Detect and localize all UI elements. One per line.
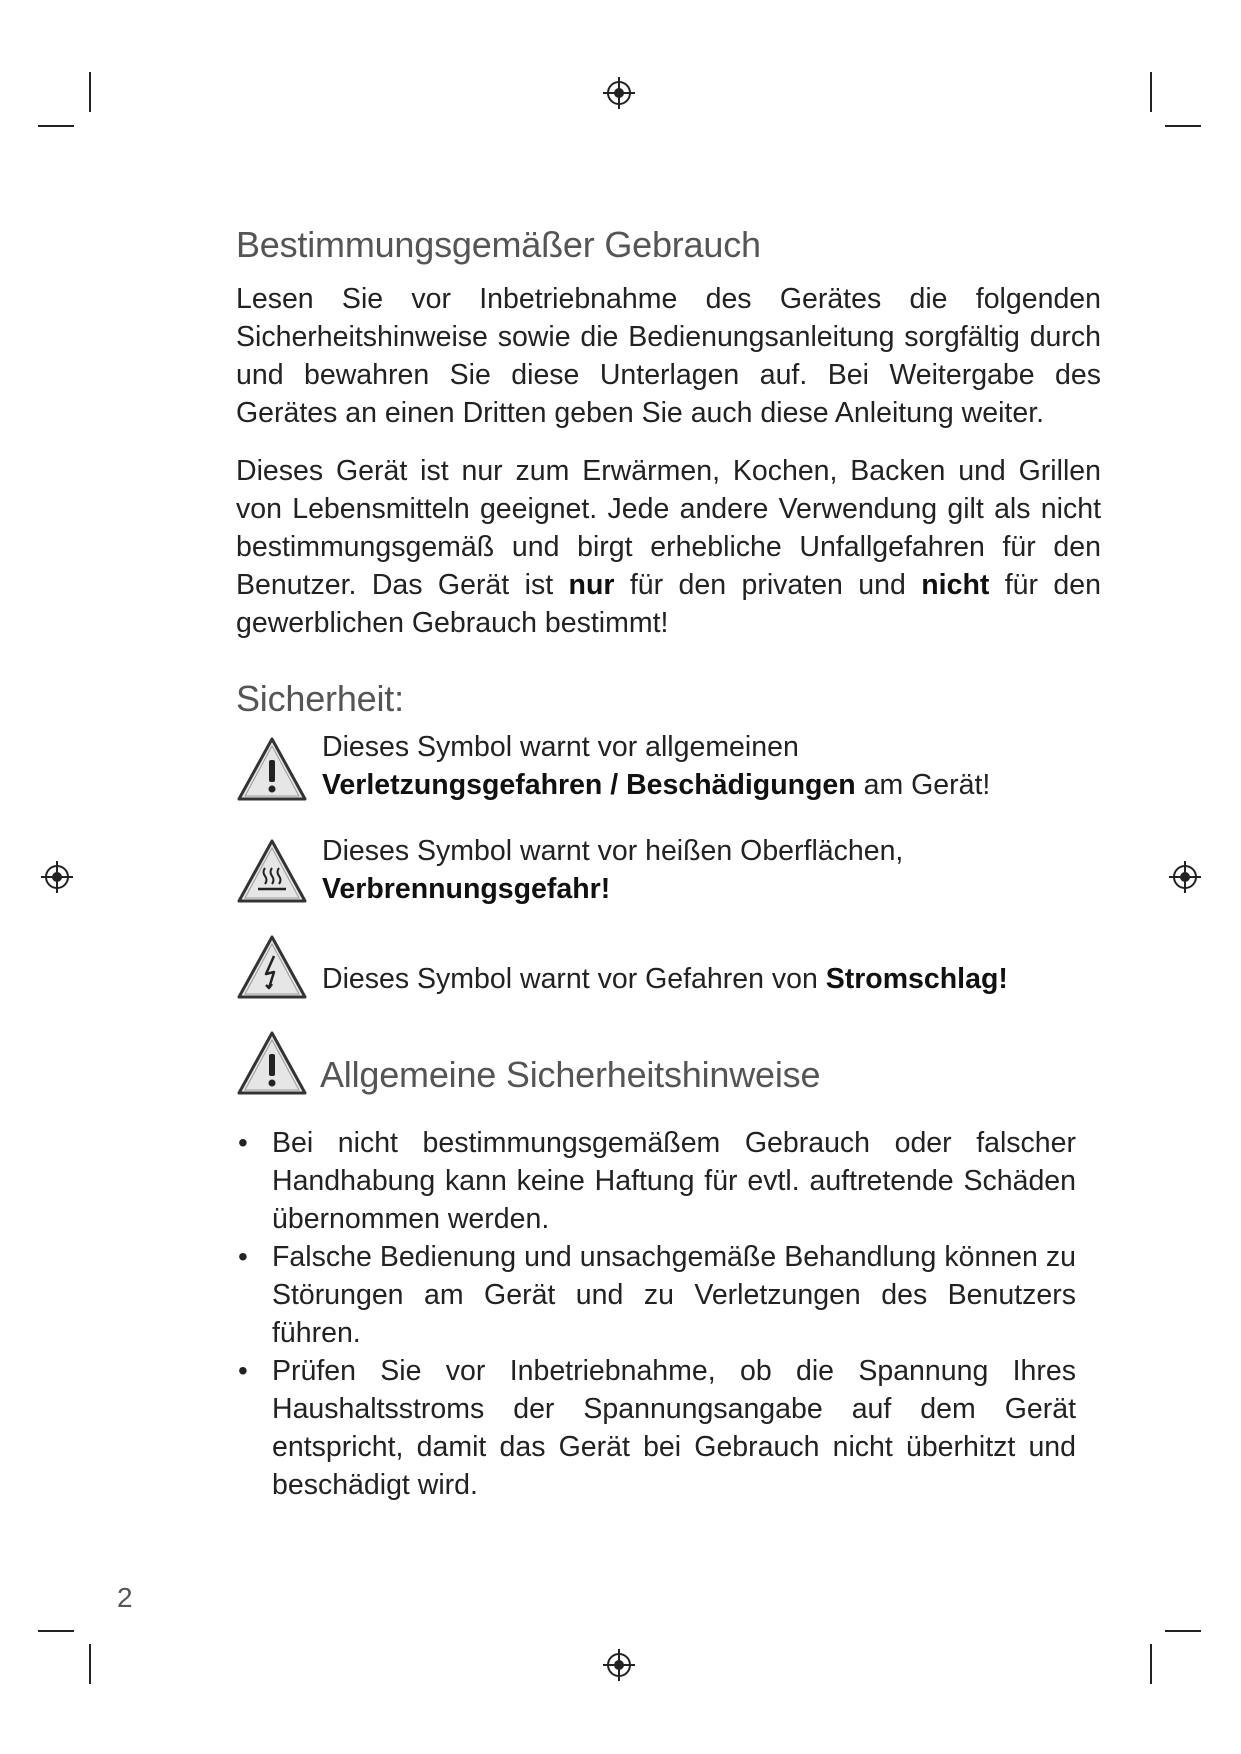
crop-mark-top-right-horizontal <box>1165 125 1201 127</box>
text-run: für den gewerblichen Gebrauch bestimmt! <box>236 569 1101 639</box>
crop-mark-top-left-vertical <box>89 72 91 112</box>
list-item <box>236 1124 1076 1238</box>
crop-mark-bottom-left-horizontal <box>38 1630 74 1632</box>
warning-general <box>236 731 1101 804</box>
warning-text-line <box>322 766 990 804</box>
warning-hot-surface-text <box>322 832 903 908</box>
bullet-icon: • <box>238 1127 248 1158</box>
crop-mark-bottom-left-vertical <box>89 1644 91 1684</box>
registration-mark-icon <box>602 1648 636 1682</box>
bullet-icon: • <box>238 1241 248 1272</box>
list-item <box>236 1352 1076 1504</box>
warning-electric-shock-text <box>322 960 1008 998</box>
crop-mark-bottom-right-vertical <box>1150 1644 1152 1684</box>
page-number: 2 <box>117 1582 133 1613</box>
warning-general-text <box>322 728 990 804</box>
registration-mark-icon <box>602 76 636 110</box>
section-heading-general-safety: Allgemeine Sicherheitshinweise <box>320 1054 821 1095</box>
warning-exclamation-icon <box>236 736 308 802</box>
text-run: für den privaten und <box>614 569 922 601</box>
emphasis-text: Verletzungsgefahren / Beschädigungen <box>322 769 856 801</box>
emphasis-text: Verbrennungsgefahr! <box>322 873 611 905</box>
section-heading-intended-use: Bestimmungsgemäßer Gebrauch <box>236 224 761 265</box>
paragraph-intended-use <box>236 452 1101 642</box>
bullet-icon: • <box>238 1355 248 1386</box>
text-run: Dieses Symbol warnt vor Gefahren von <box>322 963 826 995</box>
section-heading-safety: Sicherheit: <box>236 678 404 719</box>
list-item-text: Falsche Bedienung und unsachgemäße Behandlung können zu Störungen am Gerät und zu Verletzungen des Benutzers führen. <box>272 1241 1076 1349</box>
warning-hot-surface <box>236 835 1101 908</box>
text-run: Dieses Gerät ist nur zum Erwärmen, Kochen, Backen und Grillen von Lebensmitteln geeignet. Jede andere Verwendung gilt als nicht bestimmungsgemäß und birgt erhebliche Unfallgefahren für den Benutzer. Das Gerät ist <box>236 455 1101 601</box>
paragraph-instructions: Lesen Sie vor Inbetriebnahme des Gerätes die folgenden Sicherheitshinweise sowie die Bedienungsanleitung sorgfältig durch und bewahren Sie diese Unterlagen auf. Bei Weitergabe des Gerätes an einen Dritten geben Sie auch diese Anleitung weiter. <box>236 283 1101 429</box>
warning-text-line <box>322 870 903 908</box>
crop-mark-top-left-horizontal <box>38 125 74 127</box>
warning-electric-shock <box>236 934 1101 1000</box>
emphasis-text: Stromschlag! <box>825 963 1008 995</box>
list-item-text: Prüfen Sie vor Inbetriebnahme, ob die Spannung Ihres Haushaltsstroms der Spannungsangabe auf dem Gerät entspricht, damit das Gerät bei Gebrauch nicht überhitzt und beschädigt wird. <box>272 1355 1076 1501</box>
crop-mark-bottom-right-horizontal <box>1165 1630 1201 1632</box>
general-safety-heading-row <box>236 1030 1101 1096</box>
warning-exclamation-icon <box>236 1030 308 1096</box>
registration-mark-icon <box>40 860 74 894</box>
crop-mark-top-right-vertical <box>1150 72 1152 112</box>
electric-shock-icon <box>236 934 308 1000</box>
emphasis-text: nicht <box>921 569 990 601</box>
document-body <box>236 222 1101 1504</box>
text-run: am Gerät! <box>855 769 991 801</box>
warning-text-line: Dieses Symbol warnt vor allgemeinen <box>322 731 799 763</box>
hot-surface-icon <box>236 838 308 904</box>
list-item <box>236 1238 1076 1352</box>
general-safety-list <box>236 1124 1076 1504</box>
warning-text-line: Dieses Symbol warnt vor heißen Oberflächen, <box>322 835 904 867</box>
emphasis-text: nur <box>568 569 615 601</box>
registration-mark-icon <box>1168 860 1202 894</box>
list-item-text: Bei nicht bestimmungsgemäßem Gebrauch oder falscher Handhabung kann keine Haftung für evtl. auftretende Schäden übernommen werden. <box>272 1127 1076 1235</box>
